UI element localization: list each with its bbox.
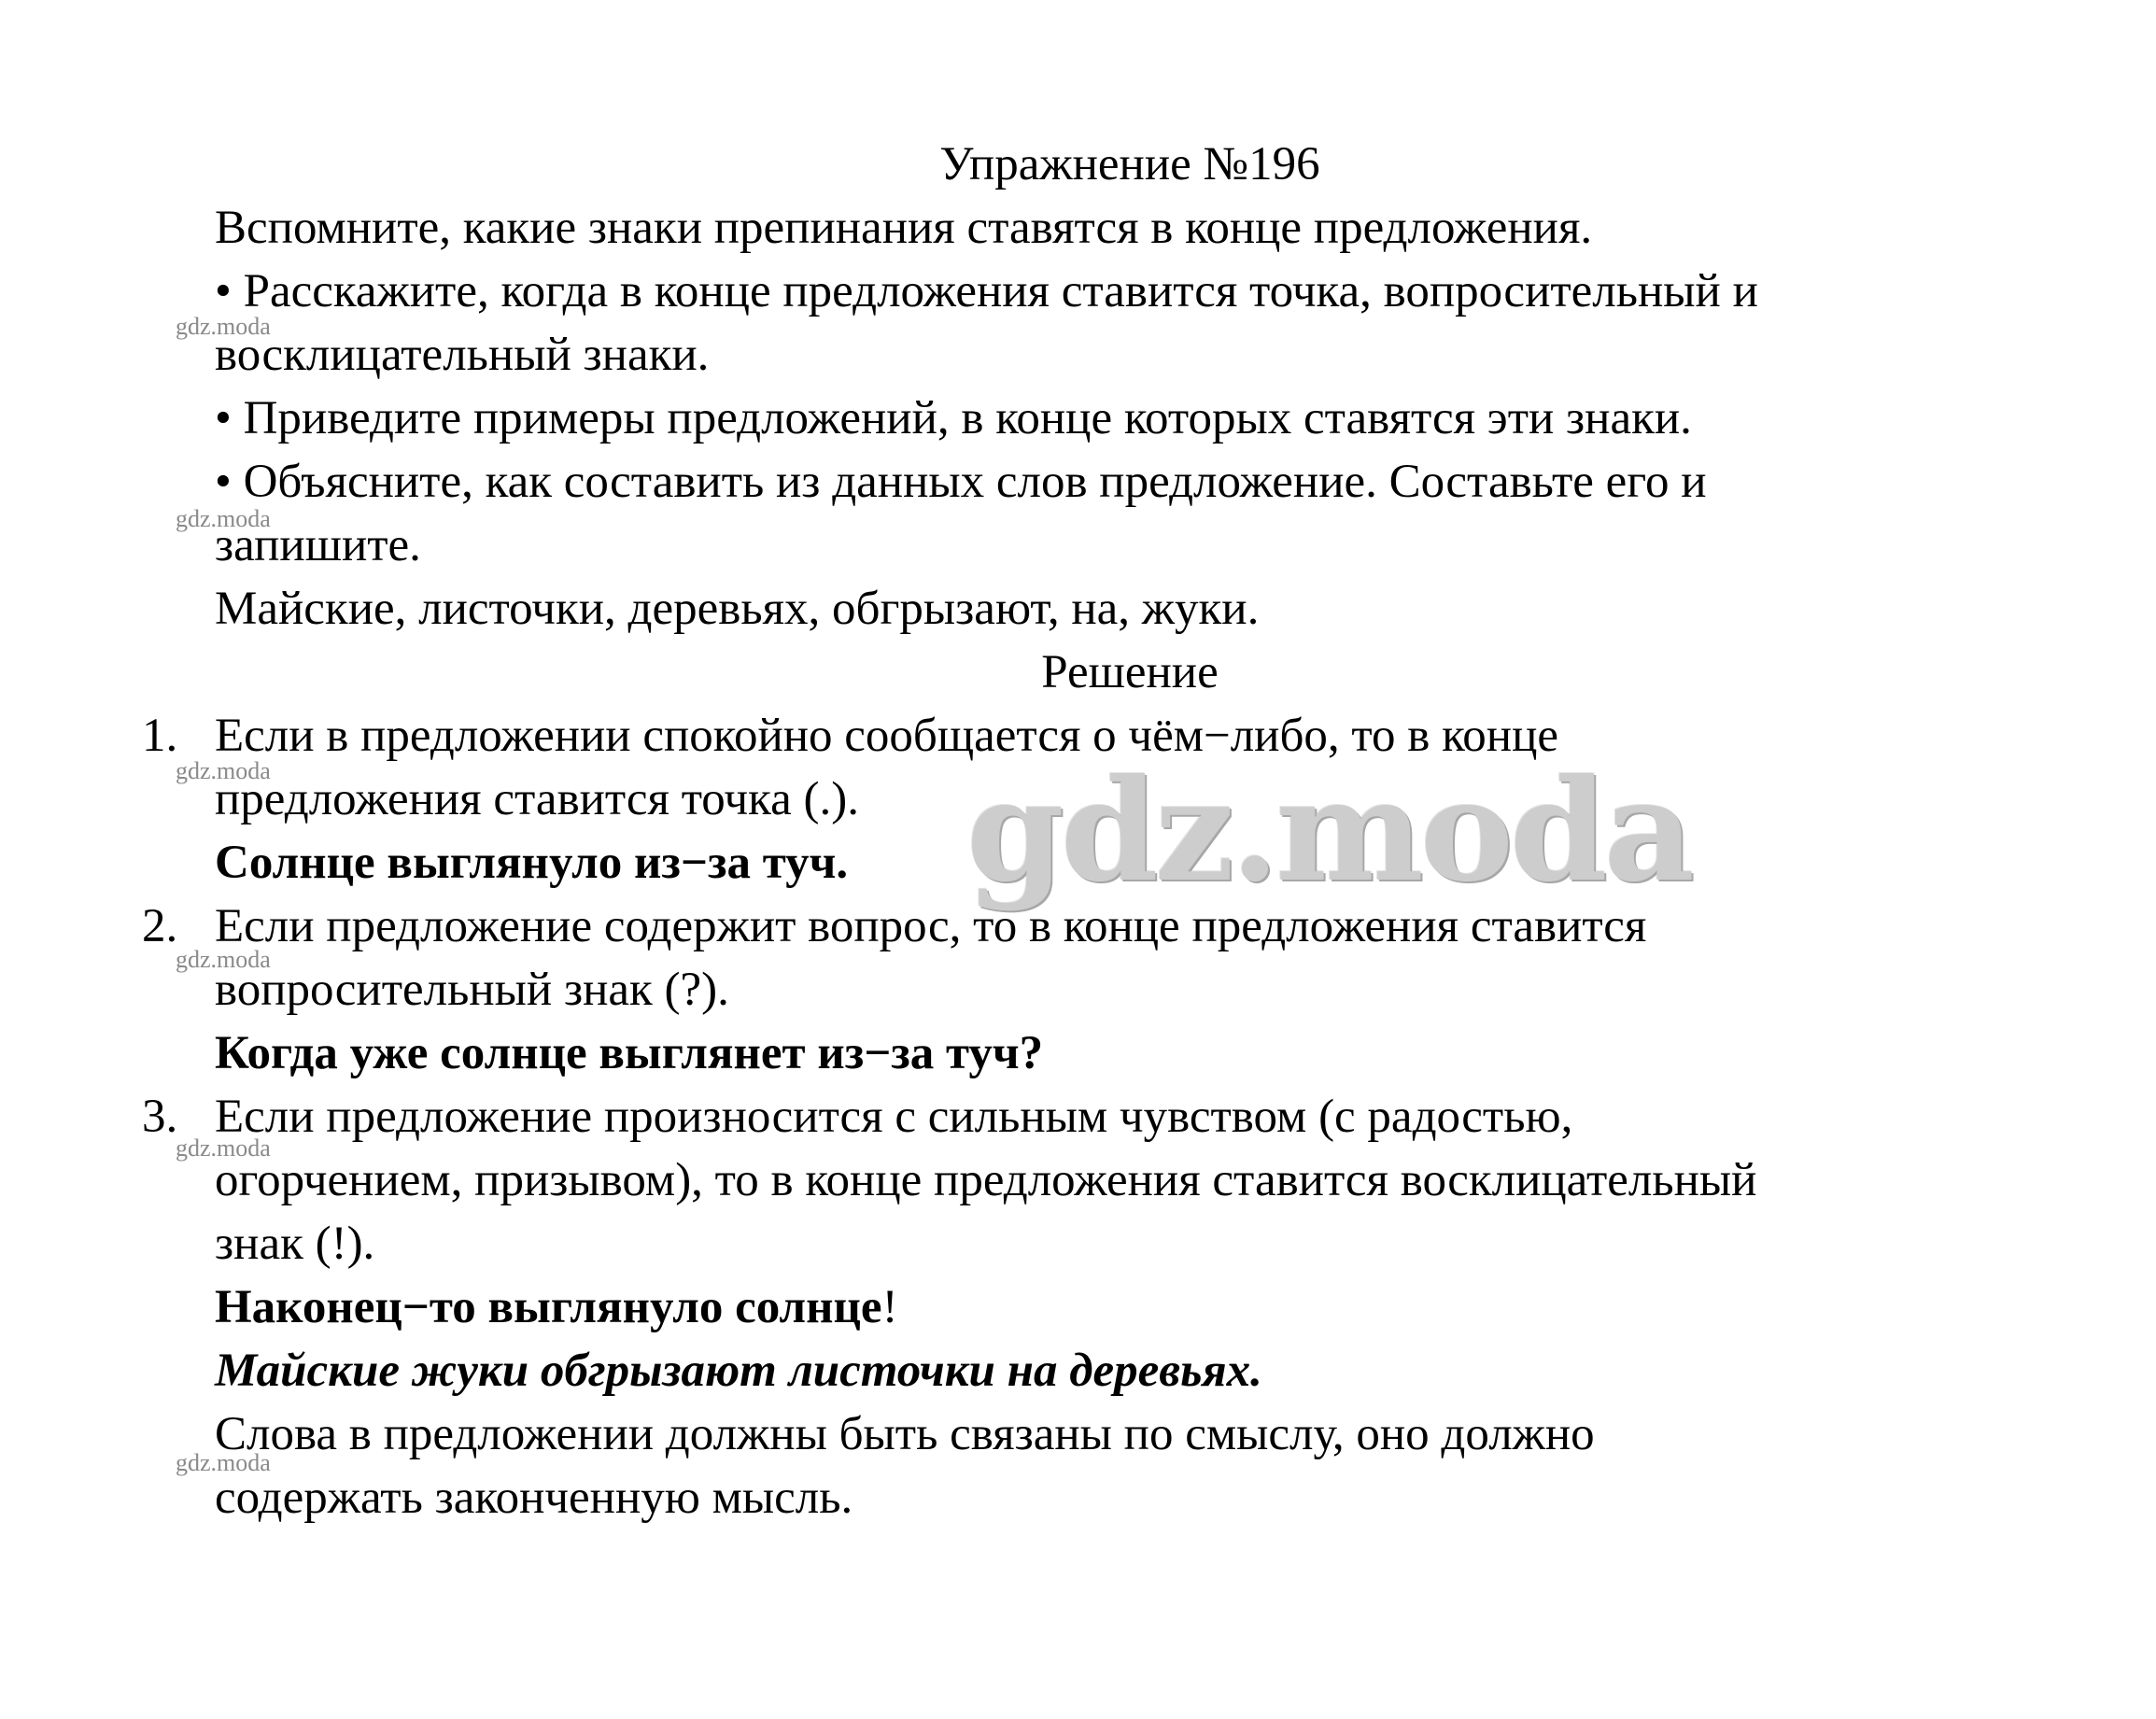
note-line-2: содержать законченную мысль. — [215, 1472, 853, 1524]
list-number: 3. — [142, 1091, 178, 1143]
item-2-line-2: вопросительный знак (?). — [215, 964, 729, 1016]
task-line-4: • Приведите примеры предложений, в конце которых ставятся эти знаки. — [215, 392, 1692, 444]
watermark-small: gdz.moda — [176, 1134, 271, 1162]
solution-heading: Решение — [1041, 646, 1219, 698]
list-number: 2. — [142, 900, 178, 952]
item-2-example: Когда уже солнце выглянет из−за туч? — [215, 1027, 1044, 1079]
item-1-example: Солнце выглянуло из−за туч. — [215, 837, 849, 889]
page-title: Упражнение №196 — [939, 138, 1320, 190]
list-number: 1. — [142, 710, 178, 762]
item-3-example-text: Наконец−то выглянуло солнце — [215, 1281, 882, 1333]
task-line-2: • Расскажите, когда в конце предложения ставится точка, вопросительный и — [215, 265, 1758, 317]
item-3-example-mark: ! — [881, 1281, 898, 1333]
item-2-line-1: Если предложение содержит вопрос, то в конце предложения ставится — [215, 900, 1647, 952]
item-3-example — [215, 1279, 898, 1335]
task-words: Майские, листочки, деревьях, обгрызают, на, жуки. — [215, 583, 1260, 635]
task-line-1: Вспомните, какие знаки препинания ставятся в конце предложения. — [215, 202, 1593, 254]
note-line-1: Слова в предложении должны быть связаны по смыслу, оно должно — [215, 1408, 1595, 1460]
watermark-small: gdz.moda — [176, 313, 271, 340]
item-3-line-2: огорчением, призывом), то в конце предложения ставится восклицательный — [215, 1154, 1757, 1206]
task-line-6: запишите. — [215, 519, 421, 571]
answer-sentence: Майские жуки обгрызают листочки на деревьях. — [215, 1345, 1262, 1397]
watermark-small: gdz.moda — [176, 946, 271, 973]
item-1-line-1: Если в предложении спокойно сообщается о чём−либо, то в конце — [215, 710, 1559, 762]
watermark-small: gdz.moda — [176, 505, 271, 532]
watermark-logo: gdz.moda — [966, 749, 1692, 913]
watermark-small: gdz.moda — [176, 1449, 271, 1476]
item-1-line-2: предложения ставится точка (.). — [215, 773, 859, 825]
item-3-line-3: знак (!). — [215, 1218, 375, 1270]
item-3-line-1: Если предложение произносится с сильным чувством (с радостью, — [215, 1091, 1573, 1143]
task-line-3: восклицательный знаки. — [215, 329, 710, 381]
task-line-5: • Объясните, как составить из данных слов предложение. Составьте его и — [215, 456, 1707, 508]
watermark-small: gdz.moda — [176, 757, 271, 784]
